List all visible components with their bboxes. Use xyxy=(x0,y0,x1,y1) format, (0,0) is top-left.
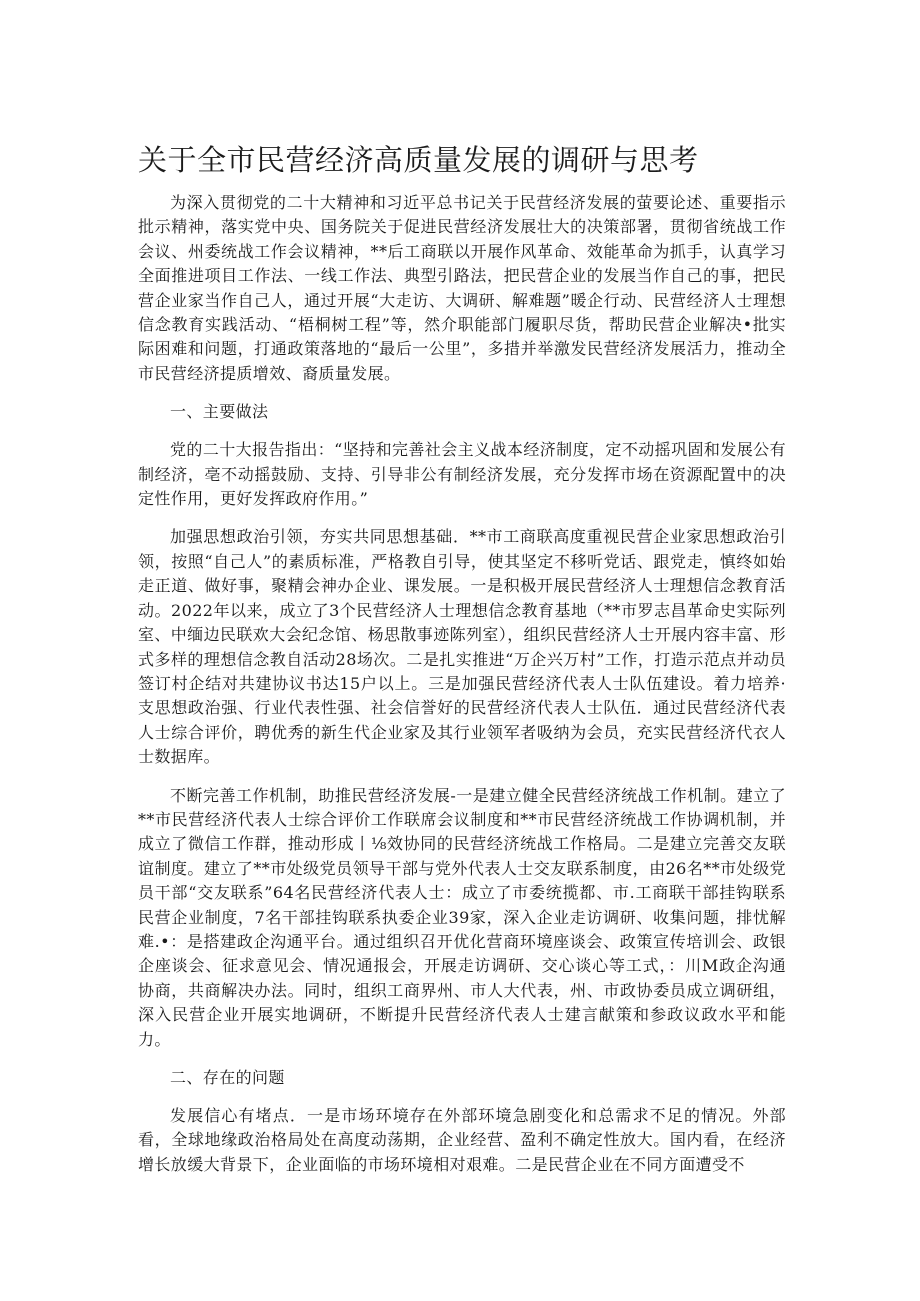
work-mechanism-paragraph: 不断完善工作机制，助推民营经济发展-一是建立健全民营经济统战工作机制。建立了**市民营经济代表人士综合评价工作联席会议制度和**市民营经济统战工作协调机制，并成立了微信工作群，推动形成丨⅛效协同的民营经济统战工作格局。二是建立完善交友联谊制度。建立了**市处级党员领导干部与党外代表人士交友联系制度，由26名**市处级党员干部“交友联系”64名民营经济代表人士：成立了市委统揽都、市.工商联干部挂钩联系民营企业制度，7名干部挂钩联系执委企业39家，深入企业走访调研、收集问题，排忧解难.•：是搭建政企沟通平台。通过组织召开优化营商环境座谈会、政策宣传培训会、政银企座谈会、征求意见会、情况通报会，开展走访调研、交心谈心等工式，：川M政企沟通协商，共商解决办法。同时，组织工商界州、市人大代表，州、市政协委员成立调研组，深入民营企业开展实地调研，不断提升民营经济代表人士建言献策和参政议政水平和能力。 xyxy=(138,785,786,1049)
ideological-guidance-paragraph: 加强思想政治引领，夯实共同思想基础．**市工商联高度重视民营企业家思想政治引领，按照“自己人”的素质标准，严格教自引导，使其坚定不移听党话、跟党走，慎终如始走正道、做好事，聚精会神办企业、课发展。一是积极开展民营经济人士理想信念教育活动。2022年以来，成立了3个民营经济人士理想信念教育基地（**市罗志昌革命史实际列室、中缅边民联欢大会纪念馆、杨思散事迹陈列室），组织民营经济人士开展内容丰富、形式多样的理想信念教自活动28场次。二是扎实推进“万企兴万村”工作，打造示范点并动员签订村企结对共建协议书达15户以上。三是加强民营经济代表人士队伍建设。着力培养·支思想政治强、行业代表性强、社会信誉好的民营经济代表人士队伍．通过民营经济代表人士综合评价，聘优秀的新生代企业家及其行业领军者吸纳为会员，充实民营经济代衣人士数据库。 xyxy=(138,527,787,767)
section-heading-main-practices: 一、主要做法 xyxy=(170,402,269,422)
quote-paragraph: 党的二十大报告指出：“坚持和完善社会主义战本经济制度，定不动摇巩固和发展公有制经济，亳不动摇鼓励、支持、引导非公有制经济发展，充分发挥市场在资源配置中的决定性作用，更好发挥政府作用。” xyxy=(138,440,786,509)
document-title: 关于全市民营经济高质量发展的调研与思考 xyxy=(138,143,699,177)
section-heading-existing-problems: 二、存在的问题 xyxy=(170,1068,285,1087)
intro-paragraph: 为深入贯彻党的二十大精神和习近平总书记关于民营经济发展的萤要论述、重要指示批示精神，落实党中央、国务院关于促进民营经济发展壮大的决策部署，贯彻省统战工作会议、州委统战工作会议精神，**后工商联以开展作风革命、效能革命为抓手，认真学习全面推进项目工作法、一线工作法、典型引路法，把民营企业的发展当作自己的事，把民营企业家当作自己人，通过开展“大走访、大调研、解难题”暖企行动、民营经济人士理想信念教育实践活动、“梧桐树工程”等，然介职能部门履职尽货，帮助民营企业解决•批实际困难和问题，打通政策落地的“最后一公里”，多措并举激发民营经济发展活力，推动全市民营经济提质增效、裔质量发展。 xyxy=(138,193,786,383)
document-body xyxy=(138,191,786,1177)
development-confidence-paragraph: 发展信心有堵点．一是市场环境存在外部环境急剧变化和总需求不足的情况。外部看，全球地缘政治格局处在高度动荡期，企业经营、盈利不确定性放大。国内看，在经济增长放缓大背景下，企业面临的市场环境相对艰难。二是民营企业在不同方面遭受不 xyxy=(138,1106,786,1174)
